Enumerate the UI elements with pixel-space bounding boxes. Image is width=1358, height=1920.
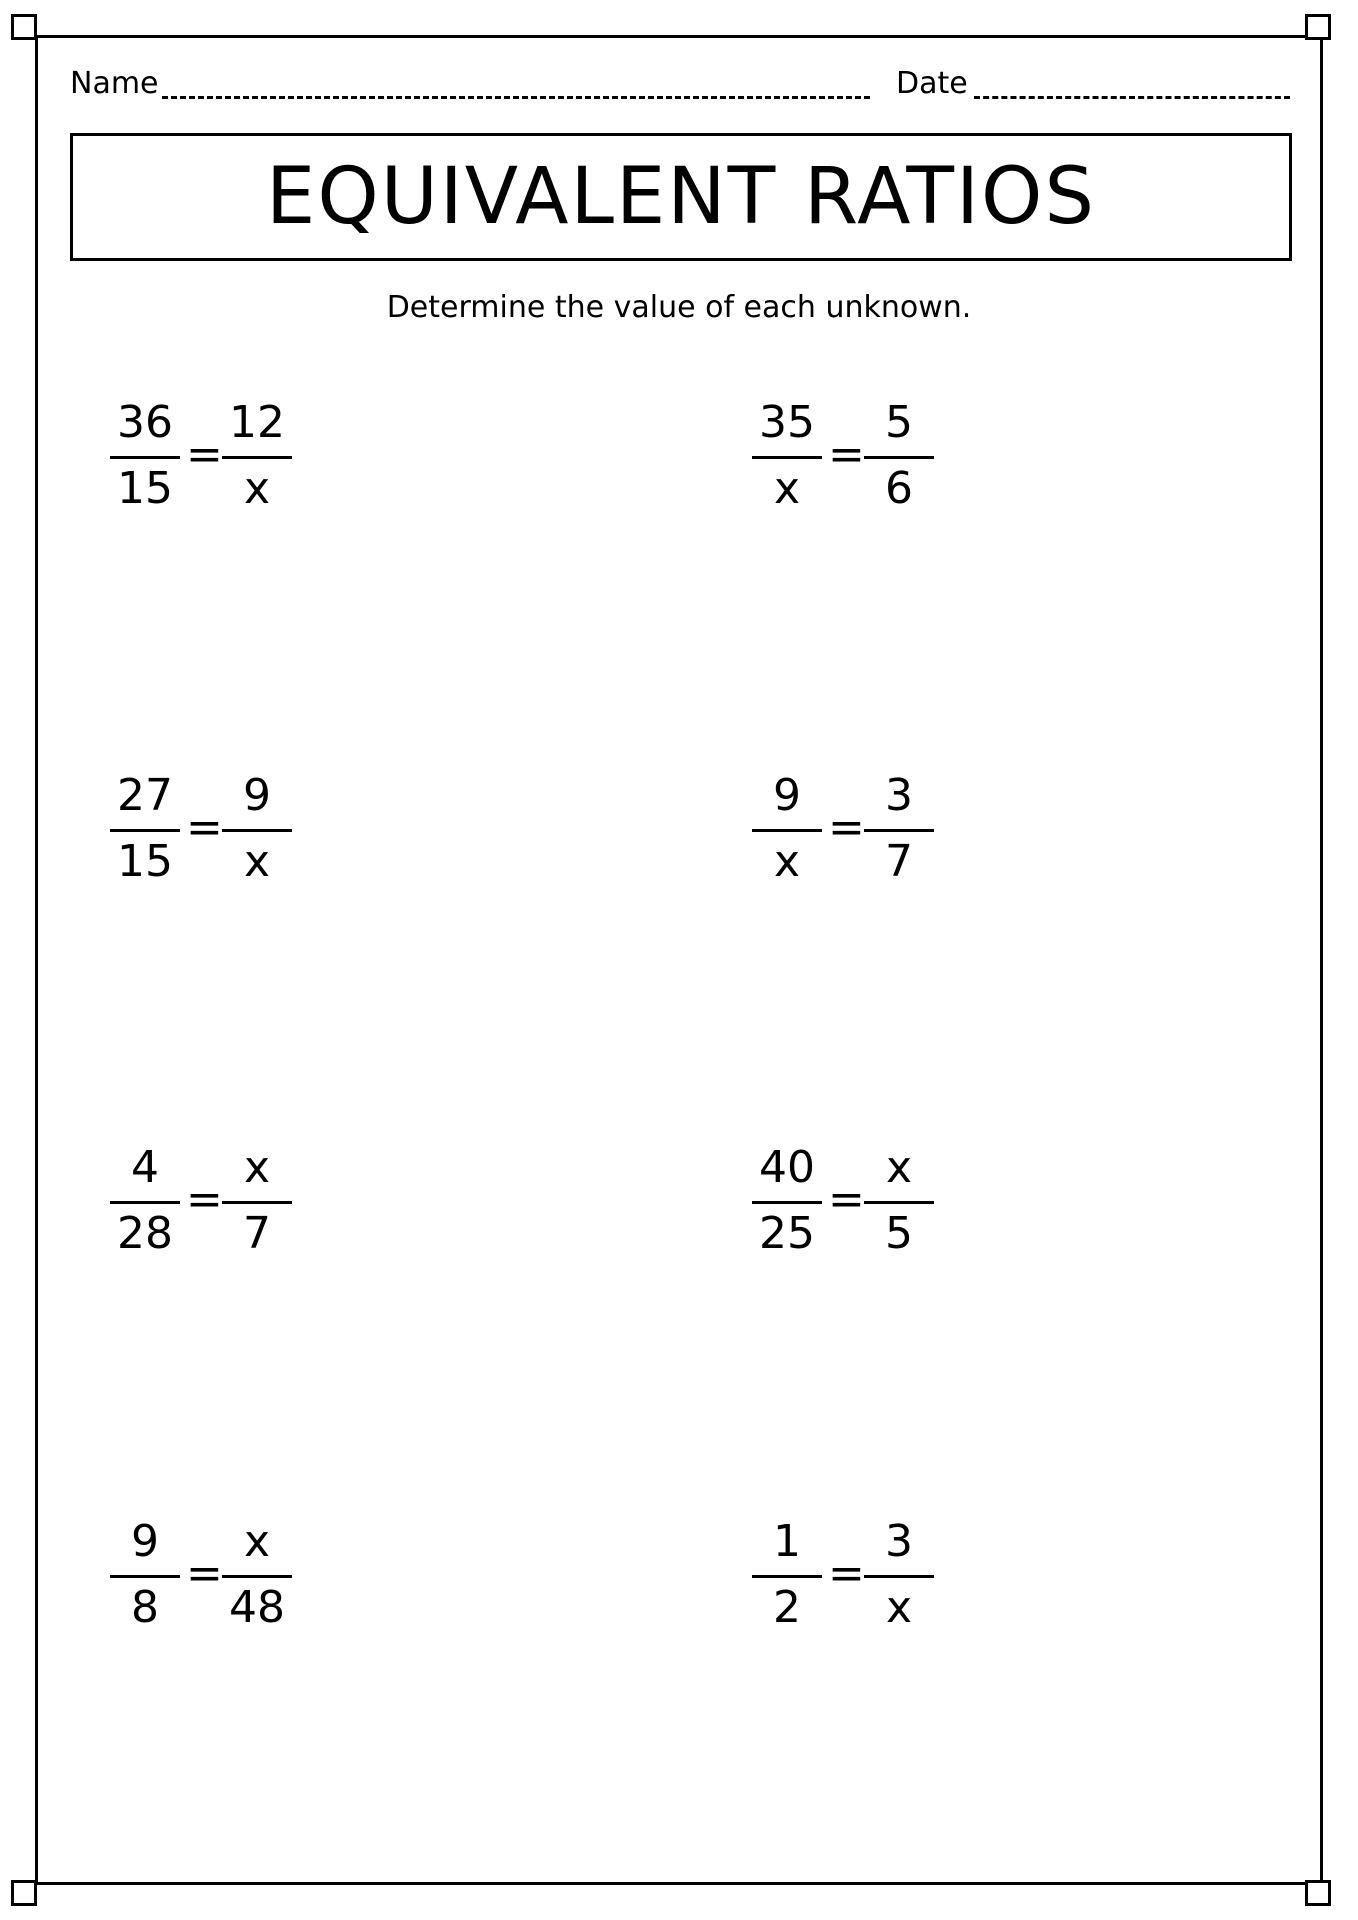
equals-sign: =	[828, 429, 865, 480]
fraction-bar	[752, 829, 822, 832]
denominator: 6	[885, 463, 913, 514]
left-fraction	[752, 1514, 822, 1634]
fraction-bar	[222, 829, 292, 832]
left-fraction	[752, 1140, 822, 1260]
numerator: 9	[131, 1516, 159, 1567]
numerator: 3	[885, 770, 913, 821]
corner-mark-bottom-left	[11, 1880, 37, 1906]
equals-sign: =	[186, 1174, 223, 1225]
left-fraction	[110, 768, 180, 888]
equals-sign: =	[828, 1174, 865, 1225]
left-fraction	[110, 1140, 180, 1260]
corner-mark-top-left	[11, 14, 37, 40]
denominator: x	[885, 1582, 913, 1633]
numerator: 5	[885, 397, 913, 448]
numerator: 36	[117, 397, 173, 448]
equals-sign: =	[186, 1548, 223, 1599]
fraction-bar	[864, 1201, 934, 1204]
numerator: 40	[759, 1142, 815, 1193]
numerator: 12	[229, 397, 285, 448]
fraction-bar	[752, 1575, 822, 1578]
numerator: 35	[759, 397, 815, 448]
corner-mark-top-right	[1305, 14, 1331, 40]
denominator: 48	[229, 1582, 285, 1633]
denominator: x	[773, 463, 801, 514]
numerator: 9	[773, 770, 801, 821]
left-fraction	[752, 395, 822, 515]
denominator: 5	[885, 1208, 913, 1259]
fraction-bar	[222, 456, 292, 459]
title-box	[70, 133, 1292, 261]
instruction-text: Determine the value of each unknown.	[386, 290, 972, 325]
right-fraction	[222, 1140, 292, 1260]
numerator: 9	[243, 770, 271, 821]
fraction-bar	[110, 1201, 180, 1204]
fraction-bar	[110, 456, 180, 459]
date-label: Date	[896, 66, 968, 101]
fraction-bar	[222, 1201, 292, 1204]
fraction-bar	[864, 829, 934, 832]
page-title: EQUIVALENT RATIOS	[266, 152, 1096, 242]
name-date-row	[70, 66, 1290, 106]
equals-sign: =	[186, 429, 223, 480]
right-fraction	[864, 1140, 934, 1260]
right-fraction	[222, 768, 292, 888]
right-fraction	[864, 1514, 934, 1634]
name-label: Name	[70, 66, 159, 101]
denominator: 15	[117, 463, 173, 514]
denominator: 28	[117, 1208, 173, 1259]
right-fraction	[222, 1514, 292, 1634]
fraction-bar	[864, 456, 934, 459]
numerator: 3	[885, 1516, 913, 1567]
numerator: x	[243, 1516, 271, 1567]
denominator: 25	[759, 1208, 815, 1259]
fraction-bar	[222, 1575, 292, 1578]
numerator: 27	[117, 770, 173, 821]
corner-mark-bottom-right	[1305, 1880, 1331, 1906]
denominator: 8	[131, 1582, 159, 1633]
left-fraction	[752, 768, 822, 888]
numerator: x	[243, 1142, 271, 1193]
equals-sign: =	[828, 1548, 865, 1599]
fraction-bar	[110, 829, 180, 832]
denominator: 2	[773, 1582, 801, 1633]
fraction-bar	[752, 456, 822, 459]
left-fraction	[110, 395, 180, 515]
fraction-bar	[752, 1201, 822, 1204]
fraction-bar	[110, 1575, 180, 1578]
right-fraction	[222, 395, 292, 515]
date-field[interactable]	[974, 96, 1290, 99]
numerator: 4	[131, 1142, 159, 1193]
equals-sign: =	[828, 802, 865, 853]
denominator: x	[243, 463, 271, 514]
equals-sign: =	[186, 802, 223, 853]
right-fraction	[864, 395, 934, 515]
denominator: x	[773, 836, 801, 887]
denominator: 7	[243, 1208, 271, 1259]
name-field[interactable]	[162, 96, 870, 99]
numerator: 1	[773, 1516, 801, 1567]
right-fraction	[864, 768, 934, 888]
numerator: x	[885, 1142, 913, 1193]
denominator: x	[243, 836, 271, 887]
denominator: 7	[885, 836, 913, 887]
denominator: 15	[117, 836, 173, 887]
left-fraction	[110, 1514, 180, 1634]
fraction-bar	[864, 1575, 934, 1578]
